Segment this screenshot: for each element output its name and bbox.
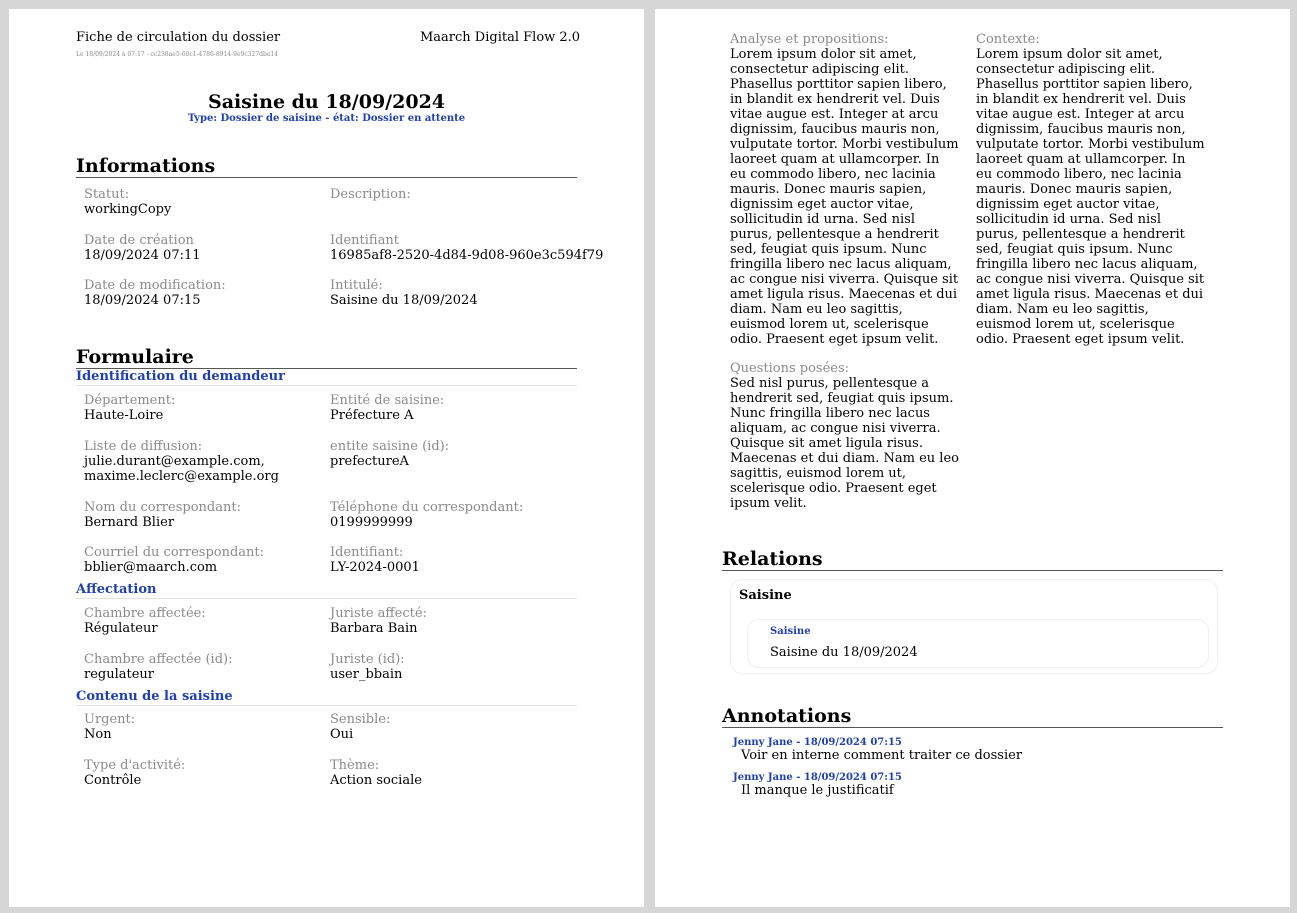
field-label: Date de modification: xyxy=(84,278,226,293)
field-courriel-correspondant xyxy=(84,545,264,575)
relation-group xyxy=(730,579,1218,674)
field-urgent xyxy=(84,712,135,742)
field-label: Juriste affecté: xyxy=(330,606,427,621)
subsection-identification xyxy=(76,369,577,386)
text-line: Lorem ipsum dolor sit amet, xyxy=(730,47,917,62)
annotation-text: Voir en interne comment traiter ce dossier xyxy=(741,748,1023,763)
field-label: Urgent: xyxy=(84,712,136,727)
field-label: Description: xyxy=(330,187,411,202)
text-line: sollicitudin id urna. Sed nisl xyxy=(730,212,915,227)
text-line: vulputate tortor. Morbi vestibulum xyxy=(976,137,1205,152)
text-line: aliquam, ac congue nisi viverra. xyxy=(730,421,941,436)
subsection-affectation xyxy=(76,582,577,599)
text-line: Quisque sit amet ligula risus. xyxy=(730,436,923,451)
document-subtitle: Type: Dossier de saisine - état: Dossier en attente xyxy=(187,113,466,124)
field-label: Liste de diffusion: xyxy=(84,439,203,454)
field-analyse-propositions xyxy=(730,32,960,347)
text-line: in blandit ex hendrerit vel. Duis xyxy=(976,92,1186,107)
field-value: Haute-Loire xyxy=(84,408,164,423)
field-value: regulateur xyxy=(84,667,155,682)
field-label: Date de création xyxy=(84,233,194,248)
text-line: odio. Praesent eget ipsum velit. xyxy=(730,332,939,347)
field-value: bblier@maarch.com xyxy=(84,560,218,575)
relation-item-title: Saisine du 18/09/2024 xyxy=(770,645,918,660)
text-line: sed, feugiat quis ipsum. Nunc xyxy=(976,242,1173,257)
field-text-lines xyxy=(976,47,1206,347)
field-value: Préfecture A xyxy=(330,408,414,423)
field-type-activite xyxy=(84,758,185,788)
document-page-2 xyxy=(655,9,1290,907)
field-label: Chambre affectée: xyxy=(84,606,206,621)
field-juriste-id xyxy=(330,652,405,682)
header-app-name: Maarch Digital Flow 2.0 xyxy=(420,30,581,45)
field-value: 18/09/2024 07:11 xyxy=(84,248,201,263)
document-page-1 xyxy=(9,9,644,907)
text-line: Phasellus porttitor sapien libero, xyxy=(976,77,1193,92)
text-line: dignissim eget auctor vitae, xyxy=(976,197,1160,212)
field-text-lines xyxy=(730,376,960,511)
text-line: diam. Nam eu leo sagittis, xyxy=(976,302,1149,317)
field-value: Oui xyxy=(330,727,354,742)
text-line: amet ligula risus. Maecenas et dui xyxy=(976,287,1204,302)
text-line: fringilla libero nec lacus aliquam, xyxy=(730,257,952,272)
field-chambre-affectee-id xyxy=(84,652,232,682)
text-line: euismod lorem ut, scelerisque xyxy=(976,317,1175,332)
field-juriste-affecte xyxy=(330,606,427,636)
field-value: 16985af8-2520-4d84-9d08-960e3c594f79 xyxy=(330,248,604,263)
field-label: Intitulé: xyxy=(330,278,383,293)
text-line: purus, pellentesque a hendrerit xyxy=(976,227,1185,242)
field-label: Entité de saisine: xyxy=(330,393,445,408)
field-identifiant xyxy=(330,233,603,263)
text-line: eu commodo libero, nec lacinia xyxy=(730,167,936,182)
field-value: 18/09/2024 07:15 xyxy=(84,293,201,308)
field-identifiant-dossier xyxy=(330,545,420,575)
field-nom-correspondant xyxy=(84,500,241,530)
text-line: sagittis, euismod lorem ut, xyxy=(730,466,907,481)
text-line: diam. Nam eu leo sagittis, xyxy=(730,302,903,317)
section-annotations: Annotations xyxy=(722,705,1223,728)
text-line: ac congue nisi viverra. Quisque sit xyxy=(976,272,1205,287)
text-line: laoreet quam at ullamcorper. In xyxy=(976,152,1186,167)
field-value: Saisine du 18/09/2024 xyxy=(330,293,478,308)
field-value: Contrôle xyxy=(84,773,142,788)
text-line: dignissim, faucibus mauris non, xyxy=(976,122,1186,137)
field-label: Téléphone du correspondant: xyxy=(330,500,524,515)
annotation-author: Jenny Jane - 18/09/2024 07:15 xyxy=(733,737,902,748)
field-label: Type d'activité: xyxy=(84,758,186,773)
field-label: Département: xyxy=(84,393,176,408)
field-label: Courriel du correspondant: xyxy=(84,545,265,560)
text-line: mauris. Donec mauris sapien, xyxy=(730,182,927,197)
header-title: Fiche de circulation du dossier xyxy=(76,30,281,45)
field-value: user_bbain xyxy=(330,667,403,682)
field-value: maxime.leclerc@example.org xyxy=(84,469,279,484)
field-intitule xyxy=(330,278,478,308)
field-date-creation xyxy=(84,233,201,263)
field-sensible xyxy=(330,712,390,742)
field-label: Nom du correspondant: xyxy=(84,500,241,515)
field-telephone-correspondant xyxy=(330,500,523,530)
field-label: Chambre affectée (id): xyxy=(84,652,233,667)
annotation-author: Jenny Jane - 18/09/2024 07:15 xyxy=(733,772,902,783)
field-label: Identifiant: xyxy=(330,545,404,560)
text-line: vitae augue est. Integer at arcu xyxy=(976,107,1185,122)
text-line: purus, pellentesque a hendrerit xyxy=(730,227,939,242)
text-line: Lorem ipsum dolor sit amet, xyxy=(976,47,1163,62)
field-date-modification xyxy=(84,278,226,308)
text-line: consectetur adipiscing elit. xyxy=(976,62,1155,77)
relation-item[interactable] xyxy=(747,619,1209,668)
subsection-title: Identification du demandeur xyxy=(76,369,289,384)
text-line: odio. Praesent eget ipsum velit. xyxy=(976,332,1185,347)
field-description xyxy=(330,187,411,202)
field-departement xyxy=(84,393,175,423)
text-line: Phasellus porttitor sapien libero, xyxy=(730,77,947,92)
field-statut xyxy=(84,187,171,217)
relation-group-title: Saisine xyxy=(739,588,792,603)
text-line: Sed nisl purus, pellentesque a xyxy=(730,376,930,391)
field-value: LY-2024-0001 xyxy=(330,560,420,575)
section-relations: Relations xyxy=(722,548,1223,571)
field-label: Sensible: xyxy=(330,712,391,727)
text-line: Nunc fringilla libero nec lacus xyxy=(730,406,930,421)
relation-item-type: Saisine xyxy=(770,626,811,637)
section-informations: Informations xyxy=(76,155,577,178)
field-value: Régulateur xyxy=(84,621,158,636)
text-line: amet ligula risus. Maecenas et dui xyxy=(730,287,958,302)
text-line: hendrerit sed, feugiat quis ipsum. xyxy=(730,391,954,406)
field-liste-diffusion xyxy=(84,439,279,484)
field-label: Juriste (id): xyxy=(330,652,405,667)
text-line: euismod lorem ut, scelerisque xyxy=(730,317,929,332)
text-line: sollicitudin id urna. Sed nisl xyxy=(976,212,1161,227)
field-text-lines xyxy=(730,47,960,347)
field-entite-saisine xyxy=(330,393,444,423)
text-line: Maecenas et dui diam. Nam eu leo xyxy=(730,451,959,466)
field-value: Barbara Bain xyxy=(330,621,418,636)
field-chambre-affectee xyxy=(84,606,206,636)
field-questions-posees xyxy=(730,361,960,511)
subsection-title: Affectation xyxy=(76,582,160,597)
annotation-text: Il manque le justificatif xyxy=(741,783,894,798)
text-line: mauris. Donec mauris sapien, xyxy=(976,182,1173,197)
subsection-contenu xyxy=(76,689,577,706)
field-theme xyxy=(330,758,422,788)
field-label: Statut: xyxy=(84,187,130,202)
field-label: Analyse et propositions: xyxy=(730,32,889,47)
field-label: Questions posées: xyxy=(730,361,850,376)
text-line: consectetur adipiscing elit. xyxy=(730,62,909,77)
field-label: Contexte: xyxy=(976,32,1040,47)
text-line: dignissim, faucibus mauris non, xyxy=(730,122,940,137)
field-value: Bernard Blier xyxy=(84,515,175,530)
text-line: laoreet quam at ullamcorper. In xyxy=(730,152,940,167)
text-line: eu commodo libero, nec lacinia xyxy=(976,167,1182,182)
subsection-title: Contenu de la saisine xyxy=(76,689,237,704)
field-value: julie.durant@example.com, xyxy=(84,454,265,469)
text-line: fringilla libero nec lacus aliquam, xyxy=(976,257,1198,272)
field-value: 0199999999 xyxy=(330,515,413,530)
text-line: sed, feugiat quis ipsum. Nunc xyxy=(730,242,927,257)
field-entite-saisine-id xyxy=(330,439,449,469)
section-formulaire: Formulaire xyxy=(76,346,577,369)
text-line: ac congue nisi viverra. Quisque sit xyxy=(730,272,959,287)
field-label: entite saisine (id): xyxy=(330,439,450,454)
field-value: Action sociale xyxy=(330,773,422,788)
field-value: workingCopy xyxy=(84,202,172,217)
text-line: ipsum velit. xyxy=(730,496,807,511)
field-value: prefectureA xyxy=(330,454,409,469)
field-label: Identifiant xyxy=(330,233,399,248)
header-timestamp: Le 18/09/2024 à 07:17 - cc238ae5-60c1-4786-8914-9e9c327dbe14 xyxy=(76,51,278,58)
text-line: scelerisque odio. Praesent eget xyxy=(730,481,937,496)
text-line: in blandit ex hendrerit vel. Duis xyxy=(730,92,940,107)
field-contexte xyxy=(976,32,1206,347)
field-label: Thème: xyxy=(330,758,380,773)
text-line: vitae augue est. Integer at arcu xyxy=(730,107,939,122)
field-value: Non xyxy=(84,727,112,742)
text-line: vulputate tortor. Morbi vestibulum xyxy=(730,137,959,152)
text-line: dignissim eget auctor vitae, xyxy=(730,197,914,212)
document-title: Saisine du 18/09/2024 xyxy=(207,91,446,113)
